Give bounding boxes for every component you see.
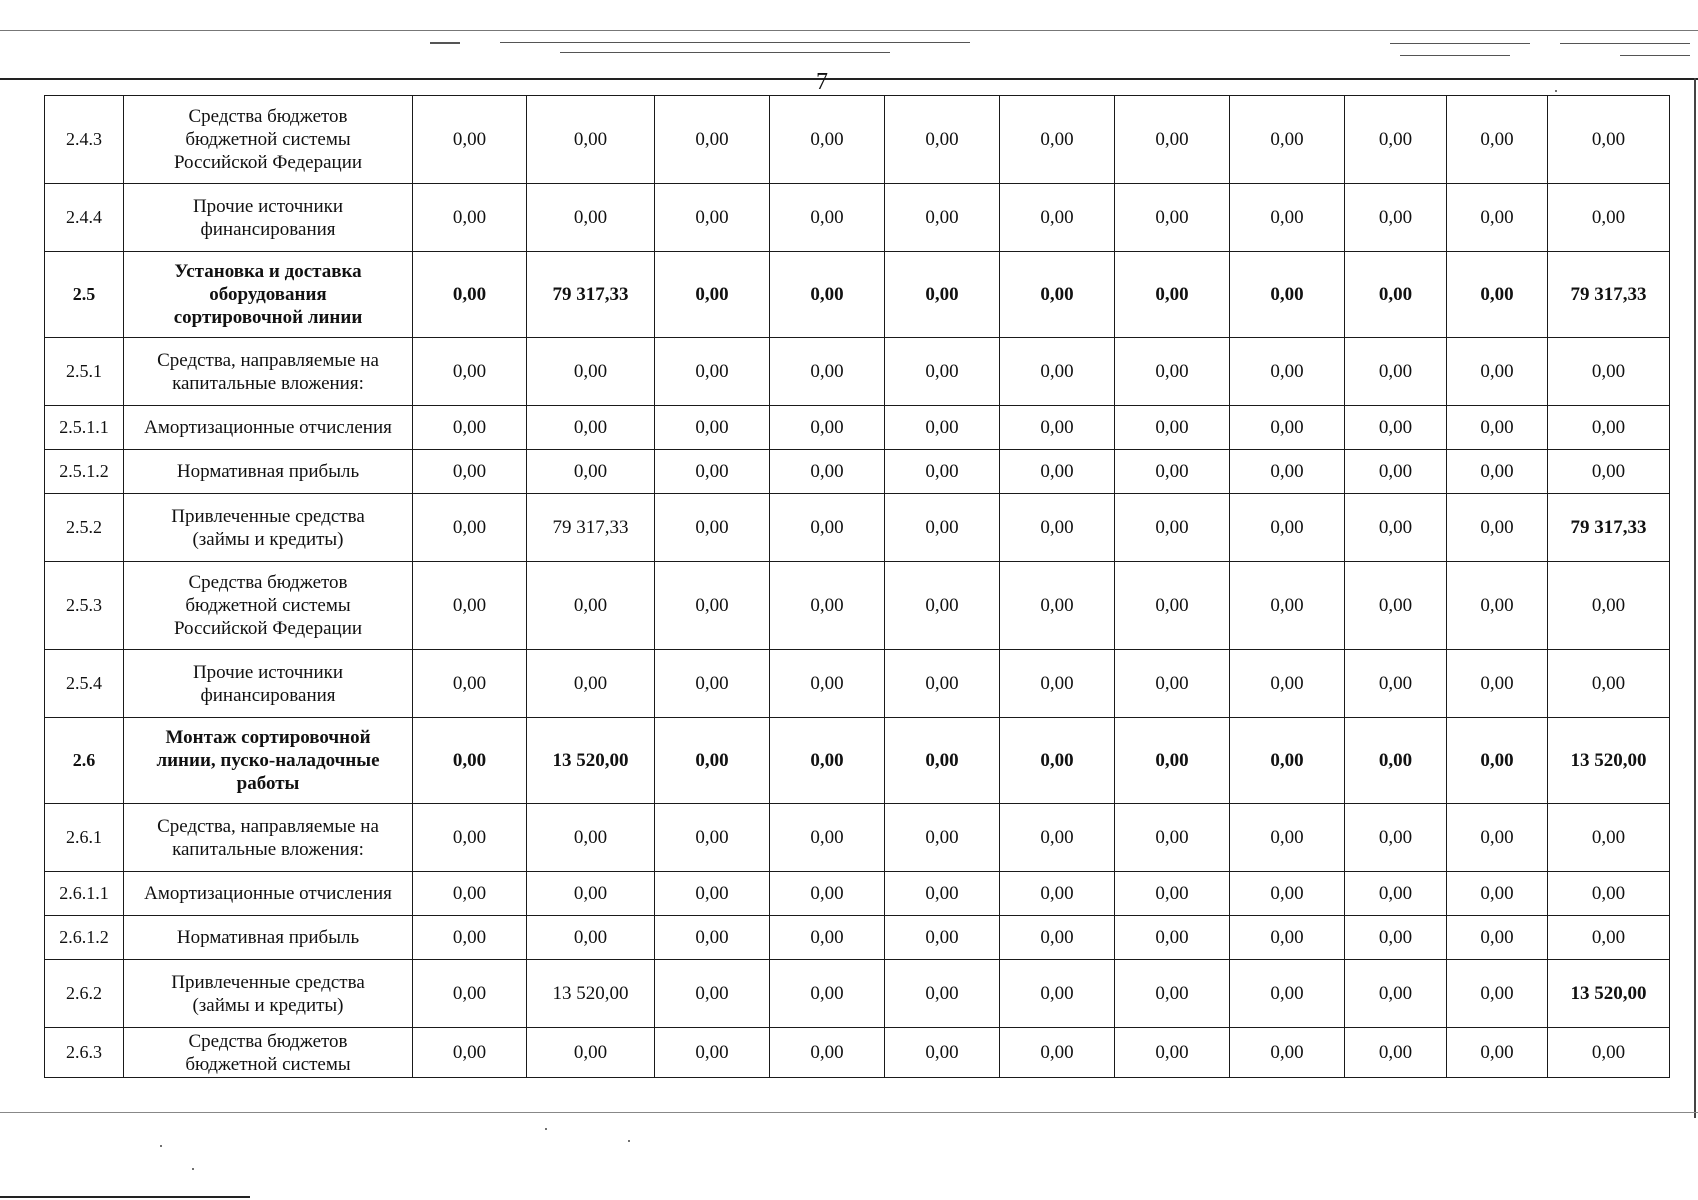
row-name-line: финансирования [200, 218, 336, 240]
value-cell: 0,00 [770, 450, 885, 494]
row-name-line: (займы и кредиты) [192, 528, 344, 550]
value-cell: 0,00 [885, 252, 1000, 338]
value-cell: 0,00 [1000, 494, 1115, 562]
value-cell: 0,00 [885, 450, 1000, 494]
value-cell: 0,00 [655, 1028, 770, 1078]
footnote-rule [0, 1196, 250, 1198]
value-cell: 0,00 [1447, 916, 1548, 960]
value-cell: 0,00 [1000, 718, 1115, 804]
row-name-line: оборудования [209, 284, 327, 305]
row-code: 2.6.1 [45, 804, 124, 872]
value-cell: 0,00 [770, 960, 885, 1028]
value-cell: 0,00 [1115, 650, 1230, 718]
bottom-rule [0, 1112, 1698, 1113]
value-cell: 0,00 [1447, 1028, 1548, 1078]
value-cell: 0,00 [1345, 96, 1447, 184]
financing-table [44, 95, 1670, 1078]
value-cell: 0,00 [1345, 494, 1447, 562]
value-cell: 0,00 [885, 718, 1000, 804]
value-cell: 0,00 [527, 916, 655, 960]
value-cell: 0,00 [413, 650, 527, 718]
value-cell: 0,00 [1115, 718, 1230, 804]
row-name-line: сортировочной линии [173, 307, 363, 328]
scan-artifact [1560, 43, 1690, 44]
value-cell: 0,00 [527, 804, 655, 872]
row-name-line: Привлеченные средства [171, 971, 365, 993]
value-cell: 0,00 [1447, 960, 1548, 1028]
row-name-line: капитальные вложения: [172, 838, 364, 860]
value-cell: 0,00 [885, 184, 1000, 252]
row-name [124, 252, 413, 338]
value-cell: 0,00 [1115, 916, 1230, 960]
scan-speck [1555, 90, 1557, 92]
value-cell: 0,00 [1115, 494, 1230, 562]
value-cell: 0,00 [1230, 960, 1345, 1028]
value-cell: 0,00 [1000, 960, 1115, 1028]
value-cell: 0,00 [413, 450, 527, 494]
value-cell: 0,00 [1115, 406, 1230, 450]
value-cell: 13 520,00 [1548, 718, 1670, 804]
row-code: 2.5.1.1 [45, 406, 124, 450]
table-row [45, 406, 1670, 450]
value-cell: 0,00 [1230, 650, 1345, 718]
scan-artifact [1620, 55, 1690, 56]
table-row [45, 718, 1670, 804]
value-cell: 0,00 [655, 338, 770, 406]
row-name [124, 872, 413, 916]
value-cell: 0,00 [527, 450, 655, 494]
row-name-line: линии, пуско-наладочные [156, 750, 380, 771]
row-name-line: бюджетной системы [185, 1053, 351, 1075]
row-name [124, 718, 413, 804]
table-row [45, 916, 1670, 960]
value-cell: 0,00 [413, 406, 527, 450]
value-cell: 0,00 [655, 184, 770, 252]
value-cell: 0,00 [1447, 338, 1548, 406]
value-cell: 79 317,33 [1548, 494, 1670, 562]
value-cell: 0,00 [1345, 184, 1447, 252]
value-cell: 0,00 [655, 804, 770, 872]
value-cell: 0,00 [1345, 872, 1447, 916]
row-code: 2.6 [45, 718, 124, 804]
value-cell: 0,00 [655, 494, 770, 562]
value-cell: 0,00 [1447, 96, 1548, 184]
value-cell: 0,00 [1345, 338, 1447, 406]
table-row [45, 252, 1670, 338]
row-name-line: Средства, направляемые на [157, 815, 379, 837]
value-cell: 0,00 [1115, 450, 1230, 494]
value-cell: 0,00 [655, 406, 770, 450]
row-name-line: Прочие источники [192, 195, 344, 217]
value-cell: 79 317,33 [527, 252, 655, 338]
row-code: 2.6.3 [45, 1028, 124, 1078]
value-cell: 0,00 [1000, 252, 1115, 338]
value-cell: 0,00 [885, 650, 1000, 718]
row-name [124, 650, 413, 718]
value-cell: 0,00 [1345, 450, 1447, 494]
scan-artifact [1390, 43, 1530, 44]
value-cell: 0,00 [770, 916, 885, 960]
row-name-line: Средства бюджетов [188, 572, 348, 593]
row-code: 2.4.3 [45, 96, 124, 184]
value-cell: 0,00 [655, 562, 770, 650]
value-cell: 0,00 [885, 1028, 1000, 1078]
value-cell: 0,00 [1345, 916, 1447, 960]
value-cell: 0,00 [770, 494, 885, 562]
value-cell: 0,00 [655, 96, 770, 184]
top-rule [0, 30, 1698, 31]
scan-speck [545, 1128, 547, 1130]
value-cell: 0,00 [1548, 184, 1670, 252]
value-cell: 0,00 [1230, 562, 1345, 650]
value-cell: 0,00 [1447, 562, 1548, 650]
value-cell: 0,00 [413, 252, 527, 338]
value-cell: 0,00 [1447, 650, 1548, 718]
table-row [45, 338, 1670, 406]
value-cell: 0,00 [1000, 96, 1115, 184]
value-cell: 0,00 [1230, 252, 1345, 338]
value-cell: 0,00 [655, 872, 770, 916]
value-cell: 0,00 [1345, 562, 1447, 650]
value-cell: 0,00 [885, 872, 1000, 916]
value-cell: 0,00 [1345, 406, 1447, 450]
value-cell: 0,00 [1000, 804, 1115, 872]
right-edge-rule [1694, 78, 1696, 1118]
value-cell: 0,00 [770, 562, 885, 650]
row-name [124, 804, 413, 872]
value-cell: 0,00 [1000, 184, 1115, 252]
value-cell: 0,00 [655, 718, 770, 804]
table-row [45, 96, 1670, 184]
value-cell: 0,00 [1000, 406, 1115, 450]
row-code: 2.5.1.2 [45, 450, 124, 494]
value-cell: 0,00 [1548, 804, 1670, 872]
value-cell: 0,00 [770, 1028, 885, 1078]
value-cell: 0,00 [413, 494, 527, 562]
value-cell: 0,00 [1548, 872, 1670, 916]
value-cell: 0,00 [1548, 562, 1670, 650]
row-name [124, 338, 413, 406]
table-row [45, 804, 1670, 872]
value-cell: 0,00 [885, 406, 1000, 450]
value-cell: 0,00 [1115, 252, 1230, 338]
value-cell: 0,00 [1548, 1028, 1670, 1078]
value-cell: 0,00 [527, 406, 655, 450]
scan-speck [160, 1145, 162, 1147]
row-name-line: Российской Федерации [173, 618, 363, 639]
table-row [45, 872, 1670, 916]
value-cell: 0,00 [1115, 96, 1230, 184]
row-code: 2.5.4 [45, 650, 124, 718]
row-code: 2.6.2 [45, 960, 124, 1028]
value-cell: 0,00 [885, 562, 1000, 650]
row-name-line: Нормативная прибыль [176, 927, 360, 948]
value-cell: 0,00 [885, 338, 1000, 406]
value-cell: 0,00 [1345, 650, 1447, 718]
row-name [124, 406, 413, 450]
row-name [124, 450, 413, 494]
value-cell: 0,00 [1115, 804, 1230, 872]
row-name-line: Привлеченные средства [171, 505, 365, 527]
value-cell: 0,00 [770, 718, 885, 804]
value-cell: 0,00 [655, 450, 770, 494]
value-cell: 0,00 [1000, 450, 1115, 494]
table-row [45, 184, 1670, 252]
row-name-line: Средства бюджетов [188, 106, 348, 127]
row-name-line: Средства бюджетов [188, 1030, 348, 1052]
value-cell: 0,00 [655, 650, 770, 718]
row-name-line: бюджетной системы [185, 595, 351, 616]
row-name [124, 562, 413, 650]
value-cell: 0,00 [413, 960, 527, 1028]
value-cell: 0,00 [1447, 450, 1548, 494]
scan-speck [192, 1168, 194, 1170]
value-cell: 0,00 [1230, 494, 1345, 562]
value-cell: 0,00 [1000, 338, 1115, 406]
table-body [45, 96, 1670, 1078]
value-cell: 0,00 [1230, 916, 1345, 960]
value-cell: 0,00 [1115, 1028, 1230, 1078]
value-cell: 0,00 [770, 872, 885, 916]
row-name-line: работы [236, 773, 300, 794]
table-row [45, 1028, 1670, 1078]
row-name-line: Нормативная прибыль [176, 461, 360, 482]
scan-speck [628, 1140, 630, 1142]
value-cell: 0,00 [1230, 96, 1345, 184]
value-cell: 0,00 [1548, 650, 1670, 718]
value-cell: 0,00 [1548, 916, 1670, 960]
value-cell: 0,00 [413, 96, 527, 184]
table-row [45, 562, 1670, 650]
value-cell: 0,00 [1548, 96, 1670, 184]
value-cell: 0,00 [1000, 872, 1115, 916]
value-cell: 0,00 [1230, 450, 1345, 494]
row-code: 2.5 [45, 252, 124, 338]
value-cell: 0,00 [885, 960, 1000, 1028]
value-cell: 0,00 [527, 562, 655, 650]
table-row [45, 960, 1670, 1028]
value-cell: 0,00 [885, 494, 1000, 562]
row-name-line: (займы и кредиты) [192, 994, 344, 1016]
value-cell: 13 520,00 [527, 960, 655, 1028]
value-cell: 0,00 [527, 184, 655, 252]
value-cell: 0,00 [770, 184, 885, 252]
page-number: 7 [816, 69, 828, 95]
value-cell: 0,00 [1115, 184, 1230, 252]
value-cell: 13 520,00 [1548, 960, 1670, 1028]
value-cell: 0,00 [1447, 804, 1548, 872]
value-cell: 0,00 [1230, 1028, 1345, 1078]
row-name-line: Монтаж сортировочной [165, 727, 371, 748]
value-cell: 0,00 [770, 804, 885, 872]
value-cell: 0,00 [1000, 650, 1115, 718]
value-cell: 0,00 [1447, 252, 1548, 338]
value-cell: 0,00 [655, 252, 770, 338]
value-cell: 0,00 [413, 338, 527, 406]
value-cell: 0,00 [413, 184, 527, 252]
value-cell: 0,00 [1447, 718, 1548, 804]
value-cell: 0,00 [1345, 804, 1447, 872]
row-name-line: капитальные вложения: [172, 372, 364, 394]
value-cell: 13 520,00 [527, 718, 655, 804]
value-cell: 0,00 [527, 96, 655, 184]
value-cell: 0,00 [1230, 184, 1345, 252]
value-cell: 0,00 [1115, 960, 1230, 1028]
value-cell: 0,00 [1447, 872, 1548, 916]
value-cell: 0,00 [1447, 494, 1548, 562]
value-cell: 0,00 [413, 916, 527, 960]
value-cell: 0,00 [885, 916, 1000, 960]
value-cell: 0,00 [1230, 406, 1345, 450]
row-code: 2.5.3 [45, 562, 124, 650]
value-cell: 0,00 [1000, 916, 1115, 960]
value-cell: 0,00 [413, 872, 527, 916]
table-row [45, 494, 1670, 562]
value-cell: 0,00 [413, 718, 527, 804]
value-cell: 0,00 [1230, 718, 1345, 804]
value-cell: 0,00 [413, 1028, 527, 1078]
row-name-line: Российской Федерации [173, 152, 363, 173]
table-row [45, 650, 1670, 718]
value-cell: 0,00 [770, 252, 885, 338]
value-cell: 0,00 [1115, 338, 1230, 406]
row-name-line: Амортизационные отчисления [144, 883, 392, 904]
value-cell: 0,00 [527, 872, 655, 916]
value-cell: 0,00 [1345, 718, 1447, 804]
scan-artifact [430, 42, 460, 44]
value-cell: 0,00 [527, 338, 655, 406]
row-name-line: финансирования [200, 684, 336, 706]
value-cell: 0,00 [1548, 406, 1670, 450]
value-cell: 0,00 [1345, 960, 1447, 1028]
value-cell: 0,00 [527, 650, 655, 718]
row-code: 2.5.1 [45, 338, 124, 406]
row-name [124, 960, 413, 1028]
scan-artifact [560, 52, 890, 53]
value-cell: 0,00 [655, 960, 770, 1028]
scan-artifact [1400, 55, 1510, 56]
row-name [124, 916, 413, 960]
table-row [45, 450, 1670, 494]
row-code: 2.6.1.2 [45, 916, 124, 960]
value-cell: 0,00 [1230, 804, 1345, 872]
value-cell: 0,00 [413, 804, 527, 872]
value-cell: 0,00 [1345, 252, 1447, 338]
row-name-line: Средства, направляемые на [157, 349, 379, 371]
row-name [124, 494, 413, 562]
row-name-line: Установка и доставка [174, 261, 362, 282]
value-cell: 0,00 [1345, 1028, 1447, 1078]
value-cell: 0,00 [527, 1028, 655, 1078]
value-cell: 0,00 [770, 650, 885, 718]
row-name [124, 96, 413, 184]
value-cell: 0,00 [885, 96, 1000, 184]
value-cell: 0,00 [885, 804, 1000, 872]
value-cell: 0,00 [1548, 338, 1670, 406]
value-cell: 0,00 [770, 338, 885, 406]
value-cell: 0,00 [1000, 562, 1115, 650]
value-cell: 0,00 [1115, 872, 1230, 916]
value-cell: 0,00 [1548, 450, 1670, 494]
scan-artifact [500, 42, 970, 43]
value-cell: 0,00 [1000, 1028, 1115, 1078]
value-cell: 0,00 [770, 96, 885, 184]
row-code: 2.4.4 [45, 184, 124, 252]
value-cell: 0,00 [1230, 338, 1345, 406]
row-code: 2.5.2 [45, 494, 124, 562]
value-cell: 0,00 [1447, 406, 1548, 450]
value-cell: 0,00 [770, 406, 885, 450]
value-cell: 0,00 [413, 562, 527, 650]
row-name-line: Амортизационные отчисления [144, 417, 392, 438]
row-name [124, 1028, 413, 1078]
value-cell: 79 317,33 [1548, 252, 1670, 338]
value-cell: 0,00 [1230, 872, 1345, 916]
row-name-line: бюджетной системы [185, 129, 351, 150]
header-rule [0, 78, 1698, 80]
row-name [124, 184, 413, 252]
value-cell: 0,00 [1447, 184, 1548, 252]
value-cell: 0,00 [1115, 562, 1230, 650]
value-cell: 79 317,33 [527, 494, 655, 562]
row-code: 2.6.1.1 [45, 872, 124, 916]
value-cell: 0,00 [655, 916, 770, 960]
row-name-line: Прочие источники [192, 661, 344, 683]
